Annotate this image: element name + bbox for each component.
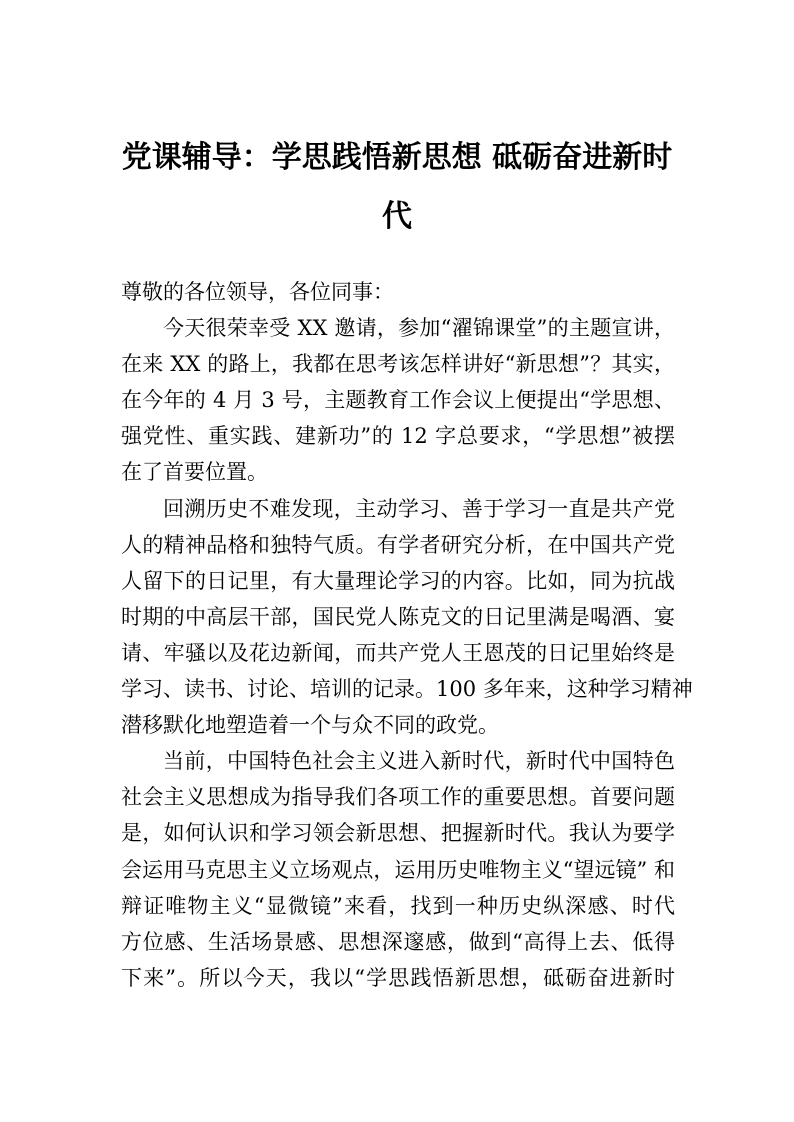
paragraph-1-line-2: 在来 XX 的路上，我都在思考该怎样讲好“新思想”？其实， <box>121 352 675 377</box>
paragraph-3-line-6: 方位感、生活场景感、思想深邃感，做到“高得上去、低得 <box>121 929 675 954</box>
paragraph-3-line-2: 社会主义思想成为指导我们各项工作的重要思想。首要问题 <box>121 785 675 810</box>
paragraph-1-line-1: 今天很荣幸受 XX 邀请，参加“濯锦课堂”的主题宣讲， <box>163 316 675 341</box>
paragraph-2-line-4: 时期的中高层干部，国民党人陈克文的日记里满是喝酒、宴 <box>121 604 675 629</box>
paragraph-2-line-2: 人的精神品格和独特气质。有学者研究分析，在中国共产党 <box>121 532 675 557</box>
paragraph-3-line-5: 辩证唯物主义“显微镜”来看，找到一种历史纵深感、时代 <box>121 893 675 918</box>
paragraph-2-line-6: 学习、读书、讨论、培训的记录。100 多年来，这种学习精神 <box>121 677 693 702</box>
paragraph-3-line-4: 会运用马克思主义立场观点，运用历史唯物主义“望远镜” 和 <box>121 857 675 882</box>
paragraph-2-line-3: 人留下的日记里，有大量理论学习的内容。比如，同为抗战 <box>121 568 675 593</box>
paragraph-2-line-1: 回溯历史不难发现，主动学习、善于学习一直是共产党 <box>163 496 675 521</box>
title-line-2: 代 <box>382 199 412 234</box>
salutation: 尊敬的各位领导，各位同事： <box>121 280 394 304</box>
title-line-1: 党课辅导：学思践悟新思想 砥砺奋进新时 <box>121 140 673 175</box>
paragraph-3-line-1: 当前，中国特色社会主义进入新时代，新时代中国特色 <box>163 749 675 774</box>
paragraph-1-line-5: 在了首要位置。 <box>121 460 268 485</box>
paragraph-1-line-4: 强党性、重实践、建新功”的 12 字总要求，“学思想”被摆 <box>121 424 675 449</box>
document-title <box>118 128 676 246</box>
paragraph-3-line-7: 下来”。所以今天，我以“学思践悟新思想，砥砺奋进新时 <box>121 965 675 990</box>
paragraph-3-line-3: 是，如何认识和学习领会新思想、把握新时代。我认为要学 <box>121 821 675 846</box>
paragraph-2-line-7: 潜移默化地塑造着一个与众不同的政党。 <box>121 713 499 738</box>
document-body <box>121 274 693 996</box>
paragraph-1-line-3: 在今年的 4 月 3 号，主题教育工作会议上便提出“学思想、 <box>121 388 675 413</box>
paragraph-2-line-5: 请、牢骚以及花边新闻，而共产党人王恩茂的日记里始终是 <box>121 640 675 665</box>
